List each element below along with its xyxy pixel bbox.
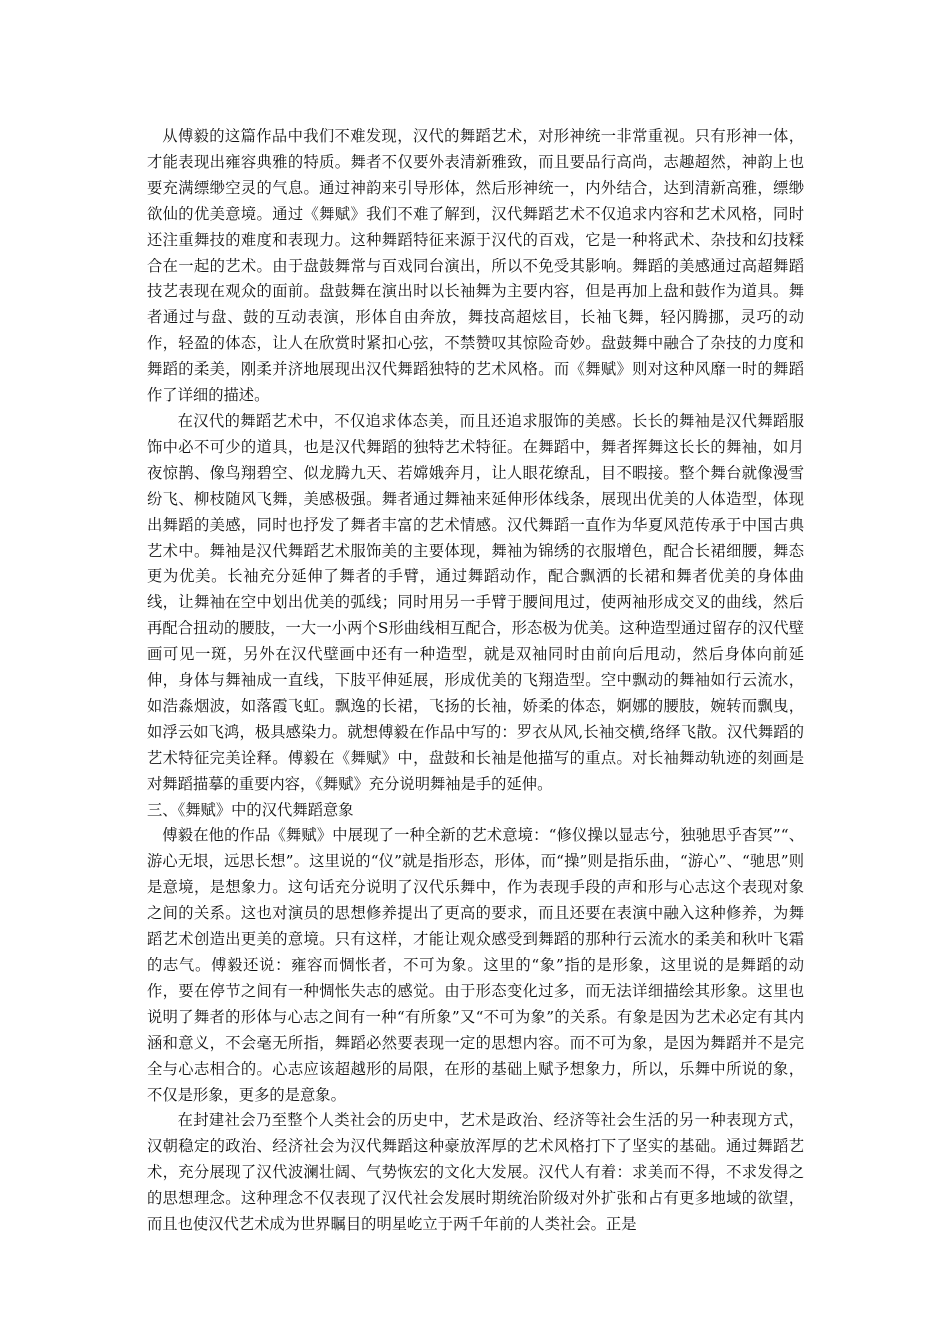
paragraph-artistic-conception: 傅毅在他的作品《舞赋》中展现了一种全新的艺术意境：“修仪操以显志兮，独驰思乎杳冥”“、游心无垠，远思长想”。这里说的“仪”就是指形态，形体，而“操”则是指乐曲，“游心”、“驰思”则是意境，是想象力。这句话充分说明了汉代乐舞中，作为表现手段的声和形与心志这个表现对象之间的关系。这也对演员的思想修养提出了更高的要求，而且还要在表演中融入这种修养，为舞蹈艺术创造出更美的意境。只有这样，才能让观众感受到舞蹈的那种行云流水的柔美和秋叶飞霜的志气。傅毅还说：雍容而惆怅者，不可为象。这里的“象”指的是形象，这里说的是舞蹈的动作，要在停节之间有一种惆怅失志的感觉。由于形态变化过多，而无法详细描绘其形象。这里也说明了舞者的形体与心志之间有一种“有所象”又“不可为象”的关系。有象是因为艺术必定有其内涵和意义，不会毫无所指，舞蹈必然要表现一定的思想内容。而不可为象，是因为舞蹈并不是完全与心志相合的。心志应该超越形的局限，在形的基础上赋予想象力，所以，乐舞中所说的象，不仅是形象，更多的是意象。 bbox=[147, 826, 804, 1104]
document-page bbox=[147, 124, 804, 1238]
section-heading-dance-imagery: 三、《舞赋》中的汉代舞蹈意象 bbox=[147, 800, 354, 819]
paragraph-form-spirit-unity: 从傅毅的这篇作品中我们不难发现，汉代的舞蹈艺术，对形神统一非常重视。只有形神一体，才能表现出雍容典雅的特质。舞者不仅要外表清新雅致，而且要品行高尚，志趣超然，神韵上也要充满缥缈空灵的气息。通过神韵来引导形体，然后形神统一，内外结合，达到清新高雅，缥缈欲仙的优美意境。通过《舞赋》我们不难了解到，汉代舞蹈艺术不仅追求内容和艺术风格，同时还注重舞技的难度和表现力。这种舞蹈特征来源于汉代的百戏，它是一种将武术、杂技和幻技糅合在一起的艺术。由于盘鼓舞常与百戏同台演出，所以不免受其影响。舞蹈的美感通过高超舞蹈技艺表现在观众的面前。盘鼓舞在演出时以长袖舞为主要内容，但是再加上盘和鼓作为道具。舞者通过与盘、鼓的互动表演，形体自由奔放，舞技高超炫目，长袖飞舞，轻闪腾挪，灵巧的动作，轻盈的体态，让人在欣赏时紧扣心弦，不禁赞叹其惊险奇妙。盘鼓舞中融合了杂技的力度和舞蹈的柔美，刚柔并济地展现出汉代舞蹈独特的艺术风格。而《舞赋》则对这种风靡一时的舞蹈作了详细的描述。 bbox=[147, 127, 804, 405]
paragraph-social-context: 在封建社会乃至整个人类社会的历史中，艺术是政治、经济等社会生活的另一种表现方式，汉朝稳定的政治、经济社会为汉代舞蹈这种豪放浑厚的艺术风格打下了坚实的基础。通过舞蹈艺术，充分展现了汉代波澜壮阔、气势恢宏的文化大发展。汉代人有着：求美而不得，不求发得之的思想理念。这种理念不仅表现了汉代社会发展时期统治阶级对外扩张和占有更多地域的欲望，而且也使汉代艺术成为世界瞩目的明星屹立于两千年前的人类社会。正是 bbox=[147, 1111, 804, 1234]
paragraph-dance-costume-sleeves: 在汉代的舞蹈艺术中，不仅追求体态美，而且还追求服饰的美感。长长的舞袖是汉代舞蹈服饰中必不可少的道具，也是汉代舞蹈的独特艺术特征。在舞蹈中，舞者挥舞这长长的舞袖，如月夜惊鹊、像鸟翔碧空、似龙腾九天、若嫦娥奔月，让人眼花缭乱，目不暇接。整个舞台就像漫雪纷飞、柳枝随风飞舞，美感极强。舞者通过舞袖来延伸形体线条，展现出优美的人体造型，体现出舞蹈的美感，同时也抒发了舞者丰富的艺术情感。汉代舞蹈一直作为华夏风范传承于中国古典艺术中。舞袖是汉代舞蹈艺术服饰美的主要体现，舞袖为锦绣的衣服增色，配合长裙细腰，舞态更为优美。长袖充分延伸了舞者的手臂，通过舞蹈动作，配合飘洒的长裙和舞者优美的身体曲线，让舞袖在空中划出优美的弧线；同时用另一手臂于腰间甩过，使两袖形成交叉的曲线，然后再配合扭动的腰肢，一大一小两个S形曲线相互配合，形态极为优美。这种造型通过留存的汉代壁画可见一斑，另外在汉代壁画中还有一种造型，就是双袖同时由前向后甩动，然后身体向前延伸，身体与舞袖成一直线，下肢平伸延展，形成优美的飞翔造型。空中飘动的舞袖如行云流水，如浩淼烟波，如落霞飞虹。飘逸的长裙，飞扬的长袖，娇柔的体态，婀娜的腰肢，婉转而飘曳，如浮云如飞鸿，极具感染力。就想傅毅在作品中写的：罗衣从风,长袖交横,络绎飞散。汉代舞蹈的艺术特征完美诠释。傅毅在《舞赋》中，盘鼓和长袖是他描写的重点。对长袖舞动轨迹的刻画是对舞蹈描摹的重要内容，《舞赋》充分说明舞袖是手的延伸。 bbox=[147, 411, 804, 793]
